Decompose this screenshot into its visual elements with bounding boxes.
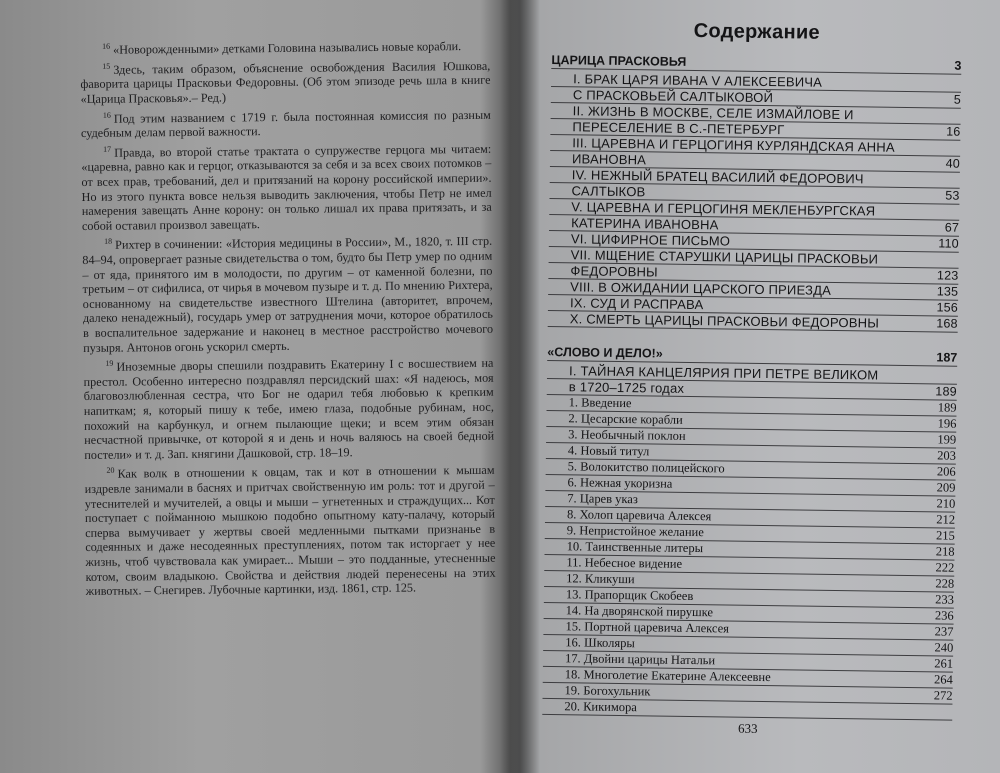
toc-entry-page: 40 (945, 156, 961, 171)
toc-entry-page: 215 (935, 528, 955, 543)
toc-part-2-items (542, 395, 956, 721)
toc-entry-label: 14. На дворянской пирушке (565, 603, 714, 620)
toc-entry-label: I. ТАЙНАЯ КАНЦЕЛЯРИЯ ПРИ ПЕТРЕ ВЕЛИКОМ (568, 363, 879, 383)
toc-entry-label: 20. Кикимора (564, 699, 637, 715)
footnote-number: 18 (104, 237, 113, 247)
toc-part-page: 187 (936, 350, 958, 365)
toc-entry-label: 13. Прапорщик Скобеев (565, 587, 694, 604)
footnote-text: Как волк в отношении к овцам, так и кот в отношении к мышам издревле занимали в баснях и притчах свойственную им роль: тот и другой – утеснителей и мучителей, а овцы и мыши – угнетенных и страждущих... Кот поступает с пойманною мышкою подобно опытному кату-палачу, который сперва вымучивает у жертвы своей медленными пытками признанье в содеянных и даже несодеянных преступлениях, потом так исторгает у нее жизнь, чтоб чувствовала как умирает... Мыши – это подданные, утесненные котом, своим владыкою. Свойства и действия людей перенесены на этих животных. – Снегирев. Лубочные картинки, изд. 1861, стр. 125. (84, 463, 496, 599)
toc-entry-label: 5. Волокитство полицейского (567, 459, 725, 476)
footnote-text: Здесь, таким образом, объяснение освобождения Василия Юшкова, фаворита царицы Прасковьи Федоровны. (Об этом эпизоде речь шла в книге «Царица Прасковья».– Ред.) (80, 58, 491, 106)
toc-entry-label: IX. СУД И РАСПРАВА (569, 295, 704, 313)
footnote-text: Иноземные дворы спешили поздравить Екатерину I с восшествием на престол. Особенно интересно поздравлял персидский шах: «Я надеюсь, моя благовозлюбленная сестра, что Бог не одарил тебя любовью к крепким напиткам; я, который пишу к тебе, имею глаза, подобные рубинам, нос, похожий на карбункул, и огнем пылающие щеки; и всем этим обязан несчастной привычке, от которой я и день и ночь валяюсь на своей бедной постели» и т. д. Зап. княгини Дашковой, стр. 18–19. (83, 355, 495, 462)
footnote-text: Правда, во второй статье трактата о супружестве герцога мы читаем: «царевна, равно как и герцог, отказываются за себя и за всех своих потомков – от всех прав, требований, дел и притязаний на корону российской империи». Но из этого пункта вовсе нельзя выводить заключения, чтобы Петр не имел намерения завещать Анне корону: он только лишал их права притязать, и за собой оставил произвол завещать. (81, 141, 492, 233)
toc-entry-page: 233 (935, 592, 955, 607)
footnote (82, 231, 493, 355)
toc-entry-page: 168 (936, 316, 958, 331)
footnote-number: 16 (102, 41, 111, 51)
toc-entry-label: 10. Таинственные литеры (566, 539, 704, 556)
toc-entry-label: 6. Нежная укоризна (567, 475, 673, 491)
toc-entry-label: V. ЦАРЕВНА И ГЕРЦОГИНЯ МЕКЛЕНБУРГСКАЯ (571, 199, 876, 219)
toc-part-label: ЦАРИЦА ПРАСКОВЬЯ (551, 52, 687, 69)
toc-title: Содержание (693, 19, 821, 44)
toc-entry-label: ИВАНОВНА (571, 151, 647, 168)
toc-entry-label: II. ЖИЗНЬ В МОСКВЕ, СЕЛЕ ИЗМАЙЛОВЕ И (572, 103, 854, 123)
toc-entry-label: 17. Двойни царицы Натальи (564, 651, 716, 668)
toc-entry-page: 209 (936, 480, 956, 495)
footnote (81, 104, 491, 141)
toc-entry-page: 212 (936, 512, 956, 527)
toc-entry-label: 18. Многолетие Екатерине Алексеевне (564, 667, 771, 685)
toc-page (542, 18, 962, 764)
toc-entry-page: 189 (937, 400, 957, 415)
toc-entry-label: 4. Новый титул (567, 443, 650, 459)
toc-entry-page: 189 (935, 384, 957, 399)
toc-entry-page: 123 (936, 268, 959, 283)
toc-entry-label: 3. Необычный поклон (568, 427, 686, 443)
footnote (84, 460, 495, 599)
toc-entry-label: в 1720–1725 годах (568, 379, 685, 396)
footnote-number: 15 (102, 61, 111, 71)
footnote-number: 16 (102, 110, 111, 120)
toc-entry-label: ФЕДОРОВНЫ (570, 263, 658, 280)
toc-entry-page: 206 (936, 464, 956, 479)
toc-entry-page: 203 (937, 448, 957, 463)
toc-entry-label: III. ЦАРЕВНА И ГЕРЦОГИНЯ КУРЛЯНДСКАЯ АННА (572, 135, 895, 155)
toc-entry-label: ПЕРЕСЕЛЕНИЕ В С.-ПЕТЕРБУРГ (572, 119, 785, 138)
toc-entry-label: САЛТЫКОВ (571, 183, 646, 200)
footnote (81, 138, 492, 233)
toc-entry-label: КАТЕРИНА ИВАНОВНА (571, 215, 719, 233)
page-number: 633 (737, 720, 758, 736)
toc-entry-label: 1. Введение (568, 395, 632, 411)
toc-entry-page: 240 (934, 640, 954, 655)
footnote-number: 19 (105, 358, 114, 368)
toc-entry-page: 16 (946, 124, 961, 139)
footnote-number: 17 (103, 144, 112, 154)
footnotes-page (80, 36, 497, 740)
toc-entry-label: 15. Портной царевича Алексея (565, 619, 730, 636)
footnote-text: «Новорожденными» детками Головина назывались новые корабли. (113, 39, 462, 57)
toc-entry-page: 156 (936, 300, 959, 315)
footnote-text: Рихтер в сочинении: «История медицины в России», М., 1820, т. III стр. 84–94, опровергает разные свидетельства о том, будто бы Петр умер по одним – от яда, принятого им в молодости, по другим – от каменной болезни, по третьим – от сифилиса, от чирья в мочевом пузыре и т. д. По мнению Рихтера, основанному на свидетельстве известного Штелина (авторитет, впрочем, далеко ненадежный), государь умер от затруднения мочи, которое обратилось в воспалительное задержание и наконец в местное расстройство мочевого пузыря. Антонов огонь ускорил смерть. (82, 234, 494, 355)
toc-entry-page: 261 (934, 656, 954, 671)
toc-entry-page: 222 (935, 560, 955, 575)
toc-entry-page: 5 (953, 92, 961, 107)
toc-entry-label: 8. Холоп царевича Алексея (566, 507, 712, 524)
toc-part-page: 3 (954, 58, 962, 73)
toc-entry-label: 12. Кликуши (566, 571, 635, 587)
toc-part-1-chapters (548, 71, 962, 333)
toc-entry-label: X. СМЕРТЬ ЦАРИЦЫ ПРАСКОВЬИ ФЕДОРОВНЫ (569, 311, 880, 331)
toc-entry-page: 237 (934, 624, 954, 639)
toc-entry-page: 264 (933, 672, 953, 687)
footnote (80, 55, 490, 106)
toc-entry-page: 110 (938, 236, 959, 251)
toc-entry-label: 16. Школяры (565, 635, 635, 651)
toc-entry-label: VII. МЩЕНИЕ СТАРУШКИ ЦАРИЦЫ ПРАСКОВЬИ (570, 247, 879, 267)
toc-entry-label: 11. Небесное видение (566, 555, 683, 571)
toc-entry-label: С ПРАСКОВЬЕЙ САЛТЫКОВОЙ (572, 87, 774, 106)
toc-entry-page: 236 (934, 608, 954, 623)
toc-entry-label: VI. ЦИФИРНОЕ ПИСЬМО (570, 231, 731, 249)
toc-part-label: «СЛОВО И ДЕЛО!» (547, 344, 663, 361)
toc-entry-label: 19. Богохульник (564, 683, 651, 699)
toc-entry-label: VIII. В ОЖИДАНИИ ЦАРСКОГО ПРИЕЗДА (570, 279, 832, 298)
toc-entry-page: 196 (937, 416, 957, 431)
footnote (80, 36, 490, 58)
toc-entry-page: 135 (936, 284, 959, 299)
toc-entry-page: 67 (944, 220, 960, 235)
toc-entry-label: 7. Царев указ (567, 491, 638, 507)
footnote-number: 20 (106, 466, 115, 476)
toc-entry-page: 272 (933, 688, 953, 703)
toc-entry-page: 199 (937, 432, 957, 447)
toc-entry-page: 210 (936, 496, 956, 511)
footnote-text: Под этим названием с 1719 г. была постоянная комиссия по разным судебным делам первой важности. (80, 107, 491, 141)
toc-entry-label: 9. Непристойное желание (566, 523, 704, 540)
toc-entry-label: I. БРАК ЦАРЯ ИВАНА V АЛЕКСЕЕВИЧА (573, 71, 823, 90)
toc-entry-page: 53 (945, 188, 960, 203)
toc-entry-page: 228 (935, 576, 955, 591)
toc-entry-page: 218 (935, 544, 955, 559)
book-gutter (500, 0, 540, 773)
toc-entry-label: 2. Цесарские корабли (568, 411, 683, 427)
toc-entry-label: IV. НЕЖНЫЙ БРАТЕЦ ВАСИЛИЙ ФЕДОРОВИЧ (571, 167, 864, 187)
footnote (83, 353, 494, 463)
